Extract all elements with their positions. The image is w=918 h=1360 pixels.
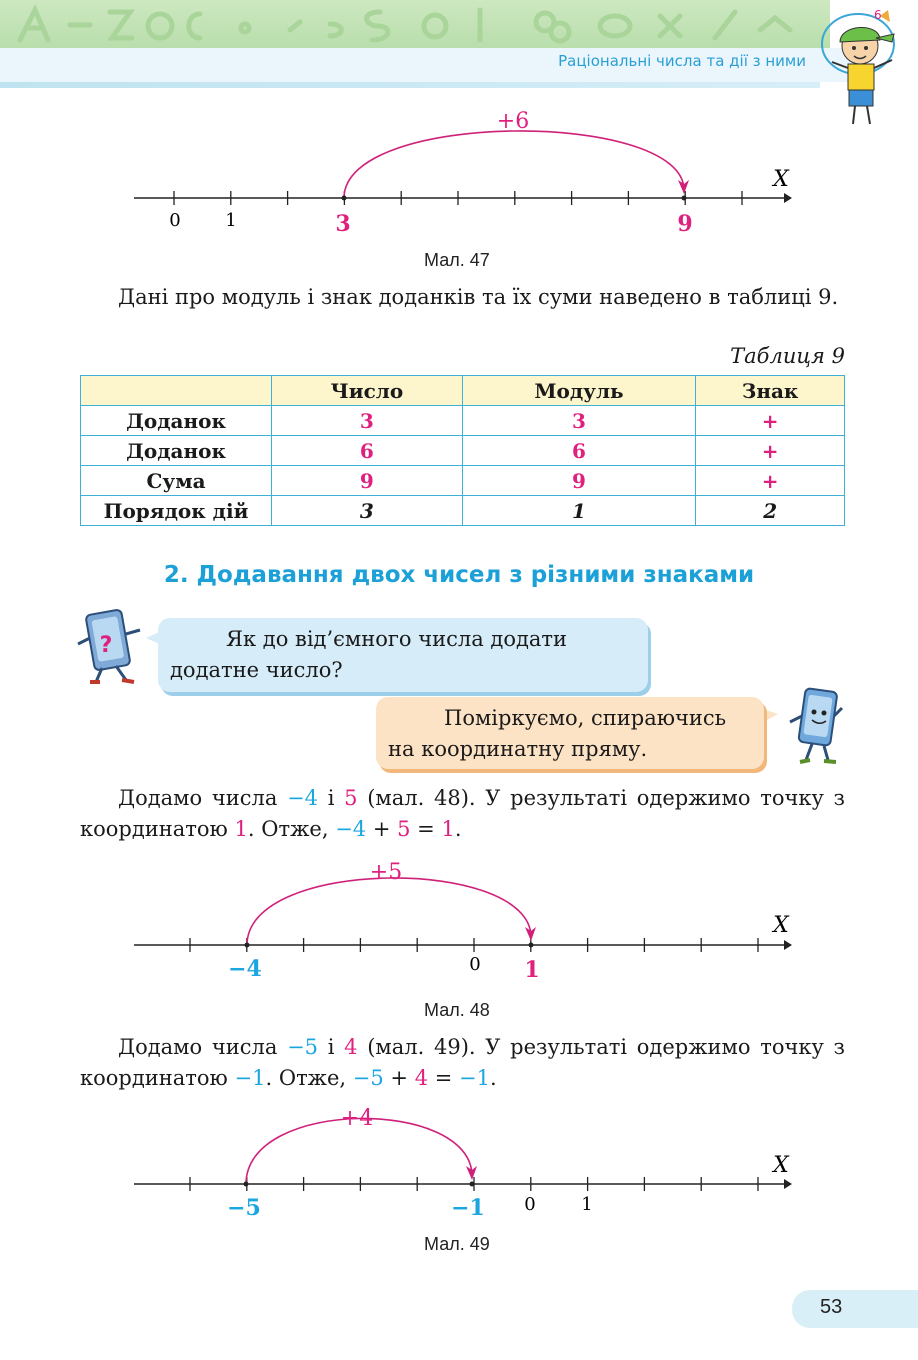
axis-label-x: X (773, 913, 789, 938)
cell-sign: + (696, 406, 845, 436)
table-header-sign: Знак (696, 376, 845, 406)
end-label: −1 (451, 1195, 485, 1221)
result: 1 (234, 817, 248, 841)
answer-bubble (376, 697, 764, 769)
number-a: −4 (287, 786, 319, 810)
table-row (81, 436, 845, 466)
table-header-modulus: Модуль (462, 376, 696, 406)
end-label: 9 (677, 211, 693, 237)
table-header-number: Число (272, 376, 463, 406)
robot-question-mark: ? (99, 633, 113, 658)
jump-label: +5 (369, 860, 403, 885)
intro-text: Дані про модуль і знак доданків та їх суми наведено в таблиці 9. (118, 285, 839, 309)
axis-label-x: X (773, 167, 789, 192)
table-label: Таблиця 9 (730, 344, 845, 368)
cell-sign: + (696, 466, 845, 496)
text: . Отже, (247, 817, 336, 841)
text: . (490, 1066, 497, 1090)
end-point (682, 196, 687, 201)
jump-label: +6 (496, 109, 530, 134)
row-name: Доданок (81, 406, 272, 436)
result: −1 (234, 1066, 266, 1090)
cell-modulus: 1 (462, 496, 696, 526)
mascot-badge: 6 (874, 8, 882, 22)
cell-modulus: 9 (462, 466, 696, 496)
tick-label-zero: 0 (469, 954, 481, 975)
figure-caption-49: Мал. 49 (424, 1234, 490, 1254)
question-text: Як до від’ємного числа додати додатне число? (170, 627, 568, 682)
equation-b: 5 (397, 817, 411, 841)
end-point (470, 1182, 475, 1187)
start-label: −4 (228, 956, 262, 982)
tick-label-zero: 0 (524, 1194, 536, 1215)
axis-arrow (784, 193, 792, 203)
equation-result: 1 (441, 817, 455, 841)
equation-a: −4 (335, 817, 367, 841)
operator: + (366, 817, 398, 841)
table-header-empty (81, 376, 272, 406)
text: (мал. 49). У результаті одержимо точку з координатою (80, 1035, 846, 1090)
header-strip-shadow (0, 82, 820, 88)
figure-caption-47: Мал. 47 (424, 250, 490, 270)
axis-arrow (784, 1179, 792, 1189)
cell-sign: + (696, 436, 845, 466)
figure-caption-48: Мал. 48 (424, 1000, 490, 1020)
text: (мал. 48). У результаті одержимо точку з координатою (80, 786, 846, 841)
number-line-fig49 (0, 1096, 918, 1226)
jump-arc (247, 878, 531, 945)
table-row (81, 406, 845, 436)
table-9 (80, 375, 845, 526)
intro-paragraph (80, 282, 845, 313)
text: . (454, 817, 462, 841)
answer-text: Поміркуємо, спираючись на координатну пряму. (388, 706, 727, 761)
paragraph-example-49 (80, 1032, 845, 1094)
end-point (529, 943, 534, 948)
number-a: −5 (287, 1035, 319, 1059)
chapter-title: Раціональні числа та дії з ними (558, 52, 806, 70)
number-line-fig47 (0, 100, 918, 240)
number-b: 4 (344, 1035, 358, 1059)
text: і (318, 1035, 345, 1059)
phone-robot-answer-icon (784, 686, 844, 766)
text: . Отже, (265, 1066, 353, 1090)
cell-number: 9 (272, 466, 463, 496)
cell-modulus: 6 (462, 436, 696, 466)
row-name: Порядок дій (81, 496, 272, 526)
phone-robot-question-icon (76, 604, 154, 686)
row-name: Сума (81, 466, 272, 496)
page-number-tab (792, 1290, 918, 1328)
cell-sign: 2 (696, 496, 845, 526)
text: і (318, 786, 345, 810)
question-bubble (158, 618, 648, 692)
tick-label-one: 1 (225, 210, 237, 231)
section-title: 2. Додавання двох чисел з різними знаками (163, 562, 755, 588)
cell-number: 3 (272, 496, 463, 526)
start-point (342, 196, 347, 201)
cell-modulus: 3 (462, 406, 696, 436)
cell-number: 6 (272, 436, 463, 466)
number-b: 5 (344, 786, 358, 810)
table-row (81, 496, 845, 526)
equation-a: −5 (352, 1066, 384, 1090)
start-label: 3 (335, 211, 351, 237)
tick-label-one: 1 (581, 1194, 593, 1215)
equation-b: 4 (414, 1066, 429, 1090)
text: Додамо числа (118, 786, 288, 810)
number-line-fig48 (0, 850, 918, 990)
cell-number: 3 (272, 406, 463, 436)
start-point (244, 1182, 249, 1187)
equation-result: −1 (459, 1066, 490, 1090)
table-row (81, 466, 845, 496)
tick-label-zero: 0 (169, 210, 181, 231)
jump-arc (344, 131, 684, 198)
start-label: −5 (227, 1195, 261, 1221)
jump-label: +4 (340, 1106, 374, 1131)
page-number: 53 (820, 1296, 843, 1318)
paragraph-example-48 (80, 783, 845, 845)
start-point (245, 943, 250, 948)
header-decor-glyphs (0, 0, 830, 48)
table-header-row (81, 376, 845, 406)
axis-label-x: X (773, 1153, 789, 1178)
text: Додамо числа (118, 1035, 288, 1059)
operator: + (383, 1066, 415, 1090)
axis-arrow (784, 940, 792, 950)
end-label: 1 (524, 957, 540, 983)
row-name: Доданок (81, 436, 272, 466)
equals: = (428, 1066, 460, 1090)
equals: = (410, 817, 442, 841)
